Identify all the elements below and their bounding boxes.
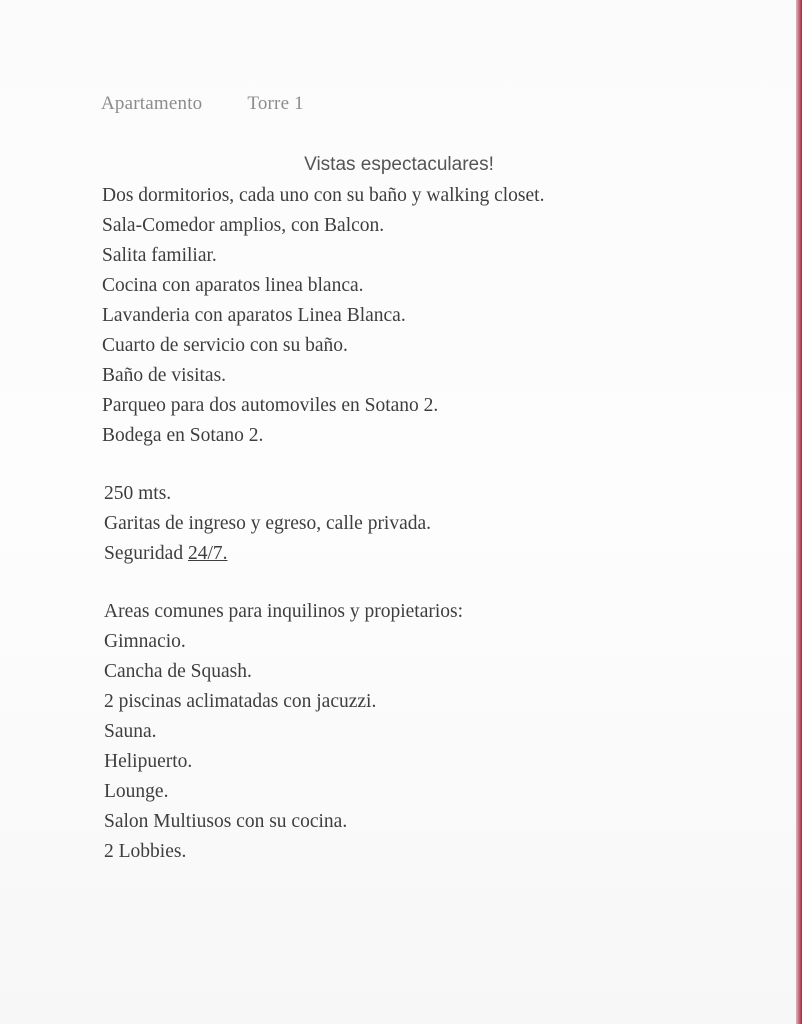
gates-line: Garitas de ingreso y egreso, calle privada.: [104, 513, 432, 534]
amenity-item: Lounge.: [104, 781, 169, 802]
amenity-item: Gimnacio.: [104, 631, 186, 652]
area-line: 250 mts.: [104, 483, 172, 504]
details-list: [104, 479, 431, 569]
feature-line: Cocina con aparatos linea blanca.: [102, 275, 364, 296]
feature-line: Dos dormitorios, cada uno con su baño y walking closet.: [102, 185, 545, 206]
feature-line: Parqueo para dos automoviles en Sotano 2.: [102, 395, 439, 416]
security-label: Seguridad: [104, 543, 184, 564]
amenities-list: [104, 597, 463, 867]
amenity-item: 2 Lobbies.: [104, 841, 187, 862]
amenity-item: Cancha de Squash.: [104, 661, 252, 682]
tower-label: Torre 1: [247, 93, 304, 114]
features-list: [102, 181, 544, 451]
feature-line: Sala-Comedor amplios, con Balcon.: [102, 215, 385, 236]
document-header: [101, 93, 304, 115]
amenity-item: Helipuerto.: [104, 751, 193, 772]
amenity-item: Sauna.: [104, 721, 157, 742]
feature-line: Cuarto de servicio con su baño.: [102, 335, 348, 356]
security-value: 24/7.: [187, 543, 228, 564]
amenity-item: 2 piscinas aclimatadas con jacuzzi.: [104, 691, 377, 712]
feature-line: Bodega en Sotano 2.: [102, 425, 264, 446]
amenity-item: Salon Multiusos con su cocina.: [104, 811, 348, 832]
feature-line: Salita familiar.: [102, 245, 217, 266]
feature-line: Baño de visitas.: [102, 365, 227, 386]
page-edge: [796, 0, 802, 1024]
amenities-heading: Areas comunes para inquilinos y propietarios:: [104, 601, 464, 622]
property-type: Apartamento: [101, 93, 203, 114]
feature-line: Lavanderia con aparatos Linea Blanca.: [102, 305, 406, 326]
document-title: Vistas espectaculares!: [304, 154, 494, 175]
security-line: [104, 539, 431, 569]
